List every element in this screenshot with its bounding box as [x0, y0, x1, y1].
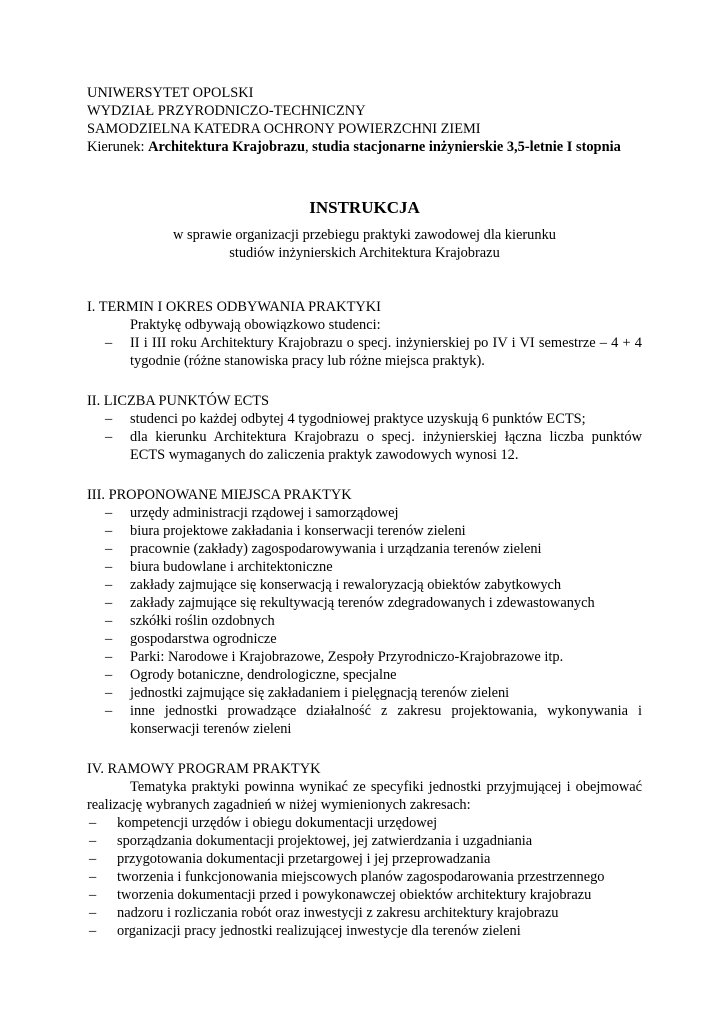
- list-item: – Ogrody botaniczne, dendrologiczne, specjalne: [87, 666, 642, 684]
- list-item: – przygotowania dokumentacji przetargowej i jej przeprowadzania: [87, 850, 642, 868]
- list-item: – inne jednostki prowadzące działalność z zakresu projektowania, wykonywania i konserwacji terenów zieleni: [87, 702, 642, 738]
- list-item: – tworzenia i funkcjonowania miejscowych planów zagospodarowania przestrzennego: [87, 868, 642, 886]
- program-separator: ,: [304, 139, 313, 155]
- subtitle-line-1: w sprawie organizacji przebiegu praktyki zawodowej dla kierunku: [173, 227, 556, 243]
- list-item: – zakłady zajmujące się konserwacją i rewaloryzacją obiektów zabytkowych: [87, 576, 642, 594]
- section-term: [87, 298, 642, 370]
- list-item: – II i III roku Architektury Krajobrazu o specj. inżynierskiej po IV i VI semestrze – 4 + 4 tygodnie (różne stanowiska pracy lub różne miejsca praktyk).: [87, 334, 642, 370]
- document-title: INSTRUKCJA: [309, 198, 420, 217]
- list-item: – urzędy administracji rządowej i samorządowej: [87, 504, 642, 522]
- list-item: – jednostki zajmujące się zakładaniem i pielęgnacją terenów zieleni: [87, 684, 642, 702]
- section-places: [87, 486, 642, 738]
- list-item: – sporządzania dokumentacji projektowej, jej zatwierdzania i uzgadniania: [87, 832, 642, 850]
- section-intro: Praktykę odbywają obowiązkowo studenci:: [130, 317, 381, 333]
- section-heading: II. LICZBA PUNKTÓW ECTS: [87, 393, 270, 409]
- section-paragraph: Tematyka praktyki powinna wynikać ze specyfiki jednostki przyjmującej i obejmować realizację wybranych zagadnień w niżej wymienionych zakresach:: [87, 779, 642, 813]
- section-program: [87, 760, 642, 940]
- document-subtitle: [87, 226, 642, 262]
- list-item: – studenci po każdej odbytej 4 tygodniowej praktyce uzyskują 6 punktów ECTS;: [87, 410, 642, 428]
- section-list: [87, 814, 642, 940]
- list-item: – gospodarstwa ogrodnicze: [87, 630, 642, 648]
- department-name: SAMODZIELNA KATEDRA OCHRONY POWIERZCHNI ZIEMI: [87, 121, 481, 137]
- list-item: – Parki: Narodowe i Krajobrazowe, Zespoły Przyrodniczo-Krajobrazowe itp.: [87, 648, 642, 666]
- program-label: Kierunek:: [87, 139, 149, 155]
- section-heading: I. TERMIN I OKRES ODBYWANIA PRAKTYKI: [87, 299, 381, 315]
- document-page: [87, 84, 642, 940]
- program-details: studia stacjonarne inżynierskie 3,5-letnie I stopnia: [312, 139, 621, 155]
- list-item: – biura budowlane i architektoniczne: [87, 558, 642, 576]
- list-item: – kompetencji urzędów i obiegu dokumentacji urzędowej: [87, 814, 642, 832]
- list-item: – dla kierunku Architektura Krajobrazu o specj. inżynierskiej łączna liczba punktów ECTS wymaganych do zaliczenia praktyk zawodowych wynosi 12.: [87, 428, 642, 464]
- faculty-name: WYDZIAŁ PRZYRODNICZO-TECHNICZNY: [87, 103, 366, 119]
- list-item: – pracownie (zakłady) zagospodarowywania i urządzania terenów zieleni: [87, 540, 642, 558]
- section-list: [87, 504, 642, 738]
- document-header: [87, 84, 642, 156]
- section-ects: [87, 392, 642, 464]
- list-item: – zakłady zajmujące się rekultywacją terenów zdegradowanych i zdewastowanych: [87, 594, 642, 612]
- list-item: – nadzoru i rozliczania robót oraz inwestycji z zakresu architektury krajobrazu: [87, 904, 642, 922]
- university-name: UNIWERSYTET OPOLSKI: [87, 85, 254, 101]
- list-item: – organizacji pracy jednostki realizującej inwestycje dla terenów zieleni: [87, 922, 642, 940]
- list-item: – biura projektowe zakładania i konserwacji terenów zieleni: [87, 522, 642, 540]
- section-list: [87, 334, 642, 370]
- section-heading: III. PROPONOWANE MIEJSCA PRAKTYK: [87, 487, 352, 503]
- subtitle-line-2: studiów inżynierskich Architektura Krajobrazu: [229, 245, 500, 261]
- section-list: [87, 410, 642, 464]
- list-item: – szkółki roślin ozdobnych: [87, 612, 642, 630]
- program-line: [87, 138, 642, 156]
- program-name: Architektura Krajobrazu: [148, 139, 305, 155]
- section-heading: IV. RAMOWY PROGRAM PRAKTYK: [87, 761, 321, 777]
- list-item: – tworzenia dokumentacji przed i powykonawczej obiektów architektury krajobrazu: [87, 886, 642, 904]
